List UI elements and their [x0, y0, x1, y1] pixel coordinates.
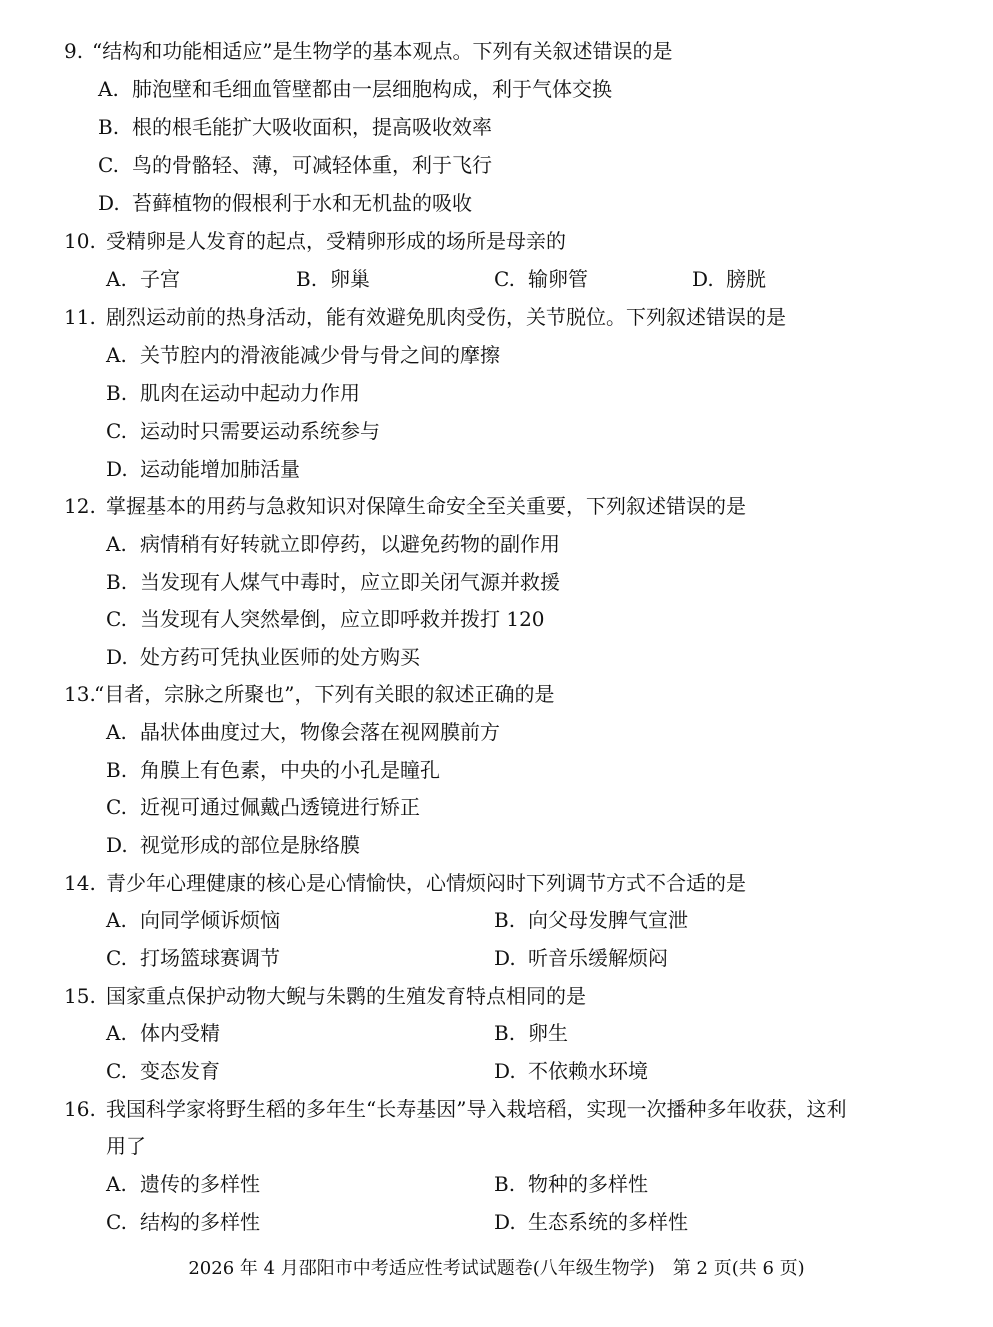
question-number: 16. — [64, 1097, 96, 1121]
question-stem: 受精卵是人发育的起点，受精卵形成的场所是母亲的 — [106, 229, 566, 253]
question-stem-continued: 用了 — [106, 1134, 146, 1158]
question-9 — [0, 32, 993, 70]
option-row — [0, 901, 993, 939]
option-b: B. 根的根毛能扩大吸收面积，提高吸收效率 — [98, 115, 492, 139]
option-row — [0, 336, 993, 374]
option-row — [0, 713, 993, 751]
option-a: A. 关节腔内的滑液能减少骨与骨之间的摩擦 — [106, 343, 500, 367]
option-d: D. 听音乐缓解烦闷 — [494, 946, 668, 970]
option-row — [0, 146, 993, 184]
question-stem: 剧烈运动前的热身活动，能有效避免肌肉受伤，关节脱位。下列叙述错误的是 — [106, 305, 786, 329]
option-c: C. 当发现有人突然晕倒，应立即呼救并拨打 120 — [106, 607, 545, 631]
option-row — [0, 1165, 993, 1203]
option-row — [0, 184, 993, 222]
option-row — [0, 563, 993, 601]
option-c: C. 输卵管 — [494, 267, 588, 291]
option-b: B. 当发现有人煤气中毒时，应立即关闭气源并救援 — [106, 570, 560, 594]
option-c: C. 运动时只需要运动系统参与 — [106, 419, 380, 443]
question-stem: 国家重点保护动物大鲵与朱鹮的生殖发育特点相同的是 — [106, 984, 586, 1008]
question-number: 9. — [64, 39, 84, 63]
question-stem: “结构和功能相适应”是生物学的基本观点。下列有关叙述错误的是 — [92, 39, 673, 63]
option-b: B. 物种的多样性 — [494, 1172, 648, 1196]
option-c: C. 近视可通过佩戴凸透镜进行矫正 — [106, 795, 420, 819]
question-13 — [0, 675, 993, 713]
question-stem: “目者，宗脉之所聚也”，下列有关眼的叙述正确的是 — [94, 682, 555, 706]
option-a: A. 向同学倾诉烦恼 — [106, 908, 280, 932]
option-d: D. 生态系统的多样性 — [494, 1210, 688, 1234]
option-row — [0, 600, 993, 638]
option-d: D. 处方药可凭执业医师的处方购买 — [106, 645, 420, 669]
option-c: C. 变态发育 — [106, 1059, 220, 1083]
option-b: B. 向父母发脾气宣泄 — [494, 908, 688, 932]
option-row — [0, 751, 993, 789]
option-d: D. 运动能增加肺活量 — [106, 457, 300, 481]
question-number: 14. — [64, 871, 96, 895]
question-number: 10. — [64, 229, 96, 253]
question-10 — [0, 222, 993, 260]
question-16-continued — [0, 1127, 993, 1165]
question-11 — [0, 298, 993, 336]
option-row — [0, 1014, 993, 1052]
option-row — [0, 939, 993, 977]
option-row — [0, 70, 993, 108]
option-row — [0, 788, 993, 826]
option-c: C. 结构的多样性 — [106, 1210, 260, 1234]
option-a: A. 病情稍有好转就立即停药，以避免药物的副作用 — [106, 532, 560, 556]
question-stem: 我国科学家将野生稻的多年生“长寿基因”导入栽培稻，实现一次播种多年收获，这利 — [106, 1097, 847, 1121]
option-row — [0, 638, 993, 676]
option-a: A. 子宫 — [106, 267, 180, 291]
question-16 — [0, 1090, 993, 1128]
question-number: 11. — [64, 305, 96, 329]
option-row — [0, 525, 993, 563]
question-stem: 掌握基本的用药与急救知识对保障生命安全至关重要，下列叙述错误的是 — [106, 494, 746, 518]
option-a: A. 晶状体曲度过大，物像会落在视网膜前方 — [106, 720, 500, 744]
question-14 — [0, 864, 993, 902]
option-a: A. 体内受精 — [106, 1021, 220, 1045]
question-12 — [0, 487, 993, 525]
question-number: 13. — [64, 682, 96, 706]
question-15 — [0, 977, 993, 1015]
option-row — [0, 108, 993, 146]
option-row — [0, 374, 993, 412]
option-b: B. 卵生 — [494, 1021, 568, 1045]
option-d: D. 视觉形成的部位是脉络膜 — [106, 833, 360, 857]
option-c: C. 鸟的骨骼轻、薄，可减轻体重，利于飞行 — [98, 153, 492, 177]
option-d: D. 不依赖水环境 — [494, 1059, 648, 1083]
page-footer: 2026 年 4 月邵阳市中考适应性考试试题卷(八年级生物学) 第 2 页(共 6 页) — [188, 1258, 805, 1279]
option-b: B. 卵巢 — [296, 267, 370, 291]
option-row — [0, 412, 993, 450]
option-b: B. 肌肉在运动中起动力作用 — [106, 381, 360, 405]
option-row — [0, 1052, 993, 1090]
option-a: A. 遗传的多样性 — [106, 1172, 260, 1196]
question-stem: 青少年心理健康的核心是心情愉快，心情烦闷时下列调节方式不合适的是 — [106, 871, 746, 895]
option-d: D. 膀胱 — [692, 267, 766, 291]
option-d: D. 苔藓植物的假根利于水和无机盐的吸收 — [98, 191, 472, 215]
option-a: A. 肺泡壁和毛细血管壁都由一层细胞构成，利于气体交换 — [98, 77, 612, 101]
option-row — [0, 450, 993, 488]
question-number: 12. — [64, 494, 96, 518]
option-row — [0, 1203, 993, 1241]
option-row — [0, 826, 993, 864]
option-c: C. 打场篮球赛调节 — [106, 946, 280, 970]
question-number: 15. — [64, 984, 96, 1008]
option-b: B. 角膜上有色素，中央的小孔是瞳孔 — [106, 758, 440, 782]
option-row — [0, 260, 993, 298]
